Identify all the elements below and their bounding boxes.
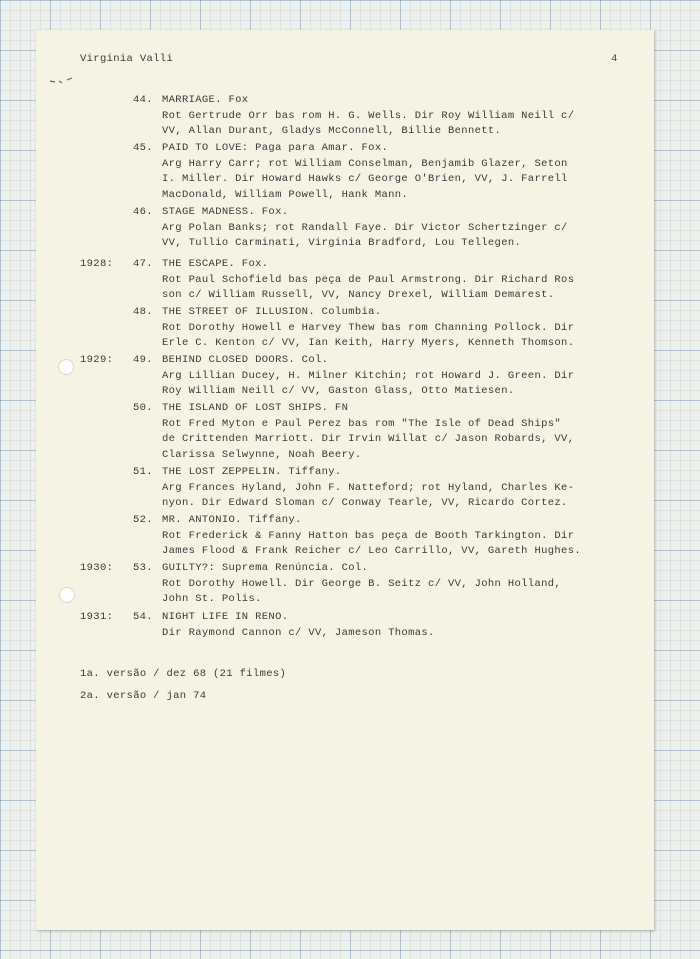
entry-number: 44. bbox=[133, 94, 153, 106]
entry-credits-line: Rot Gertrude Orr bas rom H. G. Wells. Dir Roy William Neill c/ bbox=[162, 109, 575, 122]
entry-title: THE STREET OF ILLUSION. Columbia. bbox=[162, 306, 382, 318]
entry-credits-line: MacDonald, William Powell, Hank Mann. bbox=[162, 188, 409, 201]
entry-credits-line: Rot Fred Myton e Paul Perez bas rom "The Isle of Dead Ships" bbox=[162, 417, 562, 430]
punch-hole bbox=[59, 587, 75, 603]
entry-number: 49. bbox=[133, 354, 153, 366]
entry-credits-line: nyon. Dir Edward Sloman c/ Conway Tearle, VV, Ricardo Cortez. bbox=[162, 497, 568, 509]
entry-number: 54. bbox=[133, 611, 153, 623]
entry-year: 1928: bbox=[80, 258, 114, 270]
entry-credits-line: VV, Tullio Carminati, Virginia Bradford, Lou Tellegen. bbox=[162, 237, 522, 249]
entry-number: 46. bbox=[133, 206, 153, 218]
entry-title: BEHIND CLOSED DOORS. Col. bbox=[162, 354, 329, 366]
typewritten-page bbox=[36, 30, 654, 930]
entry-title: THE LOST ZEPPELIN. Tiffany. bbox=[162, 466, 342, 478]
page-number: 4 bbox=[611, 53, 618, 65]
entry-credits-line: de Crittenden Marriott. Dir Irvin Willat c/ Jason Robards, VV, bbox=[162, 433, 575, 445]
entry-credits-line: son c/ William Russell, VV, Nancy Drexel, William Demarest. bbox=[162, 289, 555, 301]
entry-credits-line: Erle C. Kenton c/ VV, Ian Keith, Harry Myers, Kenneth Thomson. bbox=[162, 337, 575, 349]
entry-credits-line: Dir Raymond Cannon c/ VV, Jameson Thomas. bbox=[162, 626, 435, 639]
entry-credits-line: Rot Frederick & Fanny Hatton bas peça de Booth Tarkington. Dir bbox=[162, 529, 575, 542]
entry-credits-line: Arg Frances Hyland, John F. Natteford; rot Hyland, Charles Ke- bbox=[162, 481, 575, 494]
entry-title: THE ISLAND OF LOST SHIPS. FN bbox=[162, 402, 349, 414]
entry-credits-line: Arg Polan Banks; rot Randall Faye. Dir Victor Schertzinger c/ bbox=[162, 221, 568, 234]
entry-year: 1931: bbox=[80, 611, 114, 623]
entry-title: NIGHT LIFE IN RENO. bbox=[162, 611, 289, 623]
entry-title: MR. ANTONIO. Tiffany. bbox=[162, 514, 302, 526]
entry-credits-line: I. Miller. Dir Howard Hawks c/ George O'Brien, VV, J. Farrell bbox=[162, 173, 568, 185]
entry-title: GUILTY?: Suprema Renúncia. Col. bbox=[162, 562, 369, 574]
entry-credits-line: Arg Harry Carr; rot William Conselman, Benjamib Glazer, Seton bbox=[162, 157, 568, 170]
entry-credits-line: VV, Allan Durant, Gladys McConnell, Billie Bennett. bbox=[162, 125, 502, 137]
pencil-tick-mark bbox=[49, 75, 83, 83]
entry-number: 52. bbox=[133, 514, 153, 526]
entry-number: 50. bbox=[133, 402, 153, 414]
entry-number: 45. bbox=[133, 142, 153, 154]
version-note-1: 1a. versão / dez 68 (21 filmes) bbox=[80, 668, 287, 680]
entry-credits-line: Rot Dorothy Howell e Harvey Thew bas rom Channing Pollock. Dir bbox=[162, 321, 575, 334]
entry-year: 1929: bbox=[80, 354, 114, 366]
entry-year: 1930: bbox=[80, 562, 114, 574]
entry-title: THE ESCAPE. Fox. bbox=[162, 258, 269, 270]
entry-credits-line: Arg Lillian Ducey, H. Milner Kitchin; rot Howard J. Green. Dir bbox=[162, 369, 575, 382]
entry-number: 47. bbox=[133, 258, 153, 270]
punch-hole bbox=[58, 359, 74, 375]
entry-title: STAGE MADNESS. Fox. bbox=[162, 206, 289, 218]
entry-credits-line: John St. Polis. bbox=[162, 593, 262, 605]
entry-number: 48. bbox=[133, 306, 153, 318]
entry-number: 51. bbox=[133, 466, 153, 478]
entry-number: 53. bbox=[133, 562, 153, 574]
entry-credits-line: Clarissa Selwynne, Noah Beery. bbox=[162, 448, 362, 461]
entry-credits-line: Roy William Neill c/ VV, Gaston Glass, Otto Matiesen. bbox=[162, 385, 515, 397]
entry-title: MARRIAGE. Fox bbox=[162, 94, 249, 106]
entry-credits-line: James Flood & Frank Reicher c/ Leo Carrillo, VV, Gareth Hughes. bbox=[162, 545, 582, 557]
entry-credits-line: Rot Paul Schofield bas peça de Paul Armstrong. Dir Richard Ros bbox=[162, 273, 575, 286]
entry-credits-line: Rot Dorothy Howell. Dir George B. Seitz c/ VV, John Holland, bbox=[162, 577, 562, 590]
entry-title: PAID TO LOVE: Paga para Amar. Fox. bbox=[162, 142, 389, 154]
header-name: Virginia Valli bbox=[80, 53, 174, 65]
version-note-2: 2a. versão / jan 74 bbox=[80, 690, 207, 702]
